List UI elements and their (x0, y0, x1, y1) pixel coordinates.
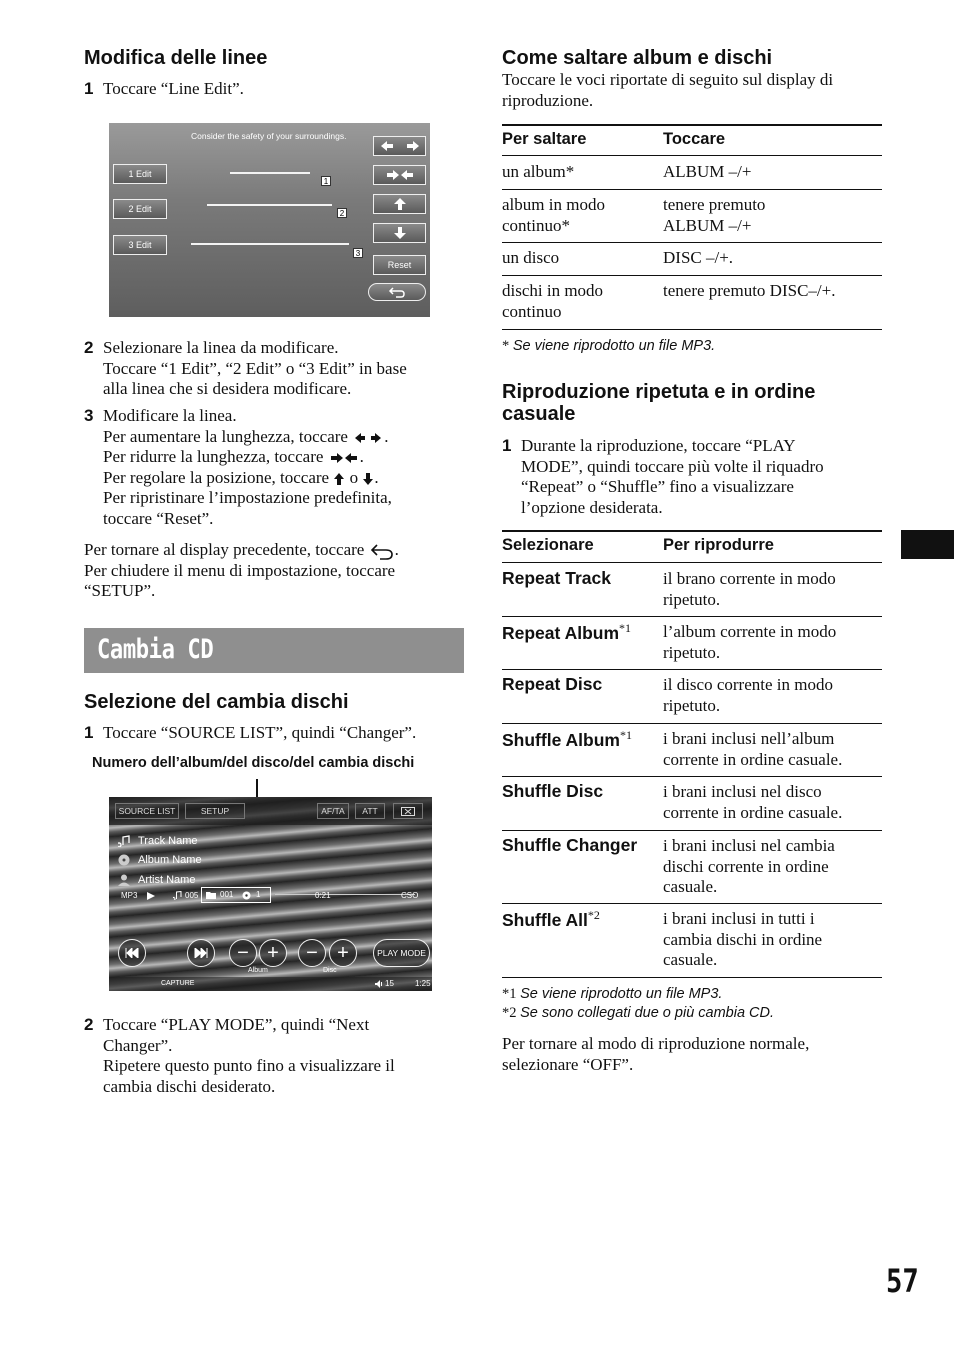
intro-text (502, 70, 833, 111)
shrink-arrows-icon (328, 452, 360, 464)
text-line: Selezionare la linea da modificare. (103, 338, 339, 357)
mode-name: Repeat Disc (502, 674, 603, 694)
album-label: Album (248, 967, 268, 974)
mode-name: Shuffle Disc (502, 781, 604, 801)
table-header: Per riprodurre (663, 536, 774, 554)
text-fragment: Per aumentare la lunghezza, toccare (103, 426, 348, 446)
table-rule (502, 669, 882, 670)
disc-minus-button: − (298, 939, 326, 967)
table-row (663, 675, 833, 716)
section-banner-title: Cambia CD (97, 634, 214, 665)
cell-text: un disco (502, 248, 560, 267)
heading-line: Riproduzione ripetuta e in ordine (502, 381, 816, 403)
table-rule (502, 530, 882, 532)
text-line: selezionare “OFF”. (502, 1054, 634, 1074)
table-rule (502, 275, 882, 276)
up-arrow-icon (393, 197, 407, 211)
next-icon (194, 948, 208, 958)
cell-text: ripetuto. (663, 642, 721, 662)
table-rule (502, 562, 882, 563)
text-line: Per chiudere il menu di impostazione, toccare (84, 560, 396, 580)
cell-text: cambia dischi in ordine (663, 929, 823, 949)
album-name: Album Name (138, 854, 202, 866)
text-fragment: o (349, 467, 359, 487)
back-instructions (84, 540, 399, 602)
cell-text: corrente in ordine casuale. (663, 802, 843, 822)
step-text: Toccare “SOURCE LIST”, quindi “Changer”. (103, 723, 417, 742)
cell-text: tenere premuto (663, 195, 766, 214)
table-rule (502, 830, 882, 831)
heading-selezione-cambia-dischi: Selezione del cambia dischi (84, 691, 349, 713)
section-thumb-tab (901, 530, 954, 559)
table-row (663, 782, 842, 823)
cell-text: i brani inclusi nel disco (663, 782, 822, 801)
line-edit-screenshot (109, 123, 430, 317)
heading-saltare-album: Come saltare album e dischi (502, 47, 773, 69)
disc-label: Disc (323, 967, 337, 974)
disc-icon (242, 891, 251, 900)
track-name: Track Name (138, 835, 198, 847)
track-number: 005 (185, 891, 199, 900)
footnote-ref: *1 (619, 621, 632, 635)
table-row (502, 781, 603, 802)
cell-text: ALBUM –/+ (663, 215, 752, 235)
table-rule (502, 124, 882, 126)
table-row (663, 729, 842, 770)
shrink-arrows-icon (380, 169, 420, 181)
table-rule (502, 903, 882, 904)
mode-name: Shuffle Changer (502, 835, 638, 855)
cell-text: i brani inclusi in tutti i (663, 909, 815, 928)
format-label: MP3 (121, 891, 138, 900)
up-arrow-icon (333, 472, 345, 486)
step-number: 2 (84, 338, 94, 357)
up-arrow-button (373, 194, 426, 214)
play-icon (147, 892, 155, 900)
album-plus-button: + (259, 939, 287, 967)
progress-track (275, 894, 415, 895)
play-mode-button: PLAY MODE (373, 939, 430, 967)
table-row (502, 248, 559, 269)
footnote (502, 986, 722, 1003)
step-text: Toccare “Line Edit”. (103, 79, 244, 98)
elapsed-time: 0:21 (315, 891, 331, 900)
cell-text: ripetuto. (663, 589, 721, 609)
step-text (103, 1015, 395, 1097)
footnote-text: Se viene riprodotto un file MP3. (520, 986, 723, 1002)
text-line: Per tornare al display precedente, toccare . (84, 540, 399, 559)
step-2-text (103, 338, 407, 400)
source-list-tab: SOURCE LIST (115, 803, 179, 819)
table-row (502, 728, 632, 751)
table-row (663, 622, 836, 663)
capture-label: CAPTURE (161, 980, 195, 987)
table-rule (502, 723, 882, 724)
next-button (187, 939, 215, 967)
close-tab (393, 803, 423, 819)
text-line: “SETUP”. (84, 581, 156, 600)
table-row (663, 248, 733, 269)
volume-icon (375, 980, 383, 988)
cell-text: il disco corrente in modo (663, 675, 833, 694)
text-line: cambia dischi desiderato. (103, 1076, 276, 1096)
text-line: toccare “Reset”. (103, 508, 214, 528)
cell-text: dischi corrente in ordine (663, 856, 829, 876)
return-icon (369, 542, 395, 560)
artist-icon (118, 874, 130, 886)
skip-table (502, 124, 882, 330)
text-line: Ripetere questo punto fino a visualizzare il (103, 1056, 395, 1075)
disc-number: 1 (256, 890, 261, 899)
bottom-bar (109, 977, 432, 991)
table-row (663, 162, 751, 183)
cell-text: continuo* (502, 215, 570, 235)
table-row (502, 835, 637, 856)
text-line: “Repeat” o “Shuffle” fino a visualizzare (521, 477, 794, 496)
text-line: Per ripristinare l’impostazione predefinita, (103, 488, 392, 507)
shrink-arrows-button (373, 165, 426, 185)
step-number: 1 (84, 723, 94, 742)
cell-text: un album* (502, 162, 575, 181)
mode-name: Shuffle All (502, 909, 588, 930)
table-rule (502, 242, 882, 243)
table-rule (502, 189, 882, 190)
footnote (502, 1005, 774, 1022)
text-line: Per ridurre la lunghezza, toccare . (103, 447, 364, 466)
table-row (502, 674, 602, 695)
step-number: 1 (84, 79, 94, 98)
folder-icon (206, 891, 216, 899)
play-mode-table (502, 530, 882, 979)
table-row (502, 568, 611, 589)
previous-button (118, 939, 146, 967)
table-row (502, 195, 605, 236)
text-fragment: Per ridurre la lunghezza, toccare (103, 447, 324, 466)
safety-caption: Consider the safety of your surroundings. (191, 131, 347, 141)
cell-text: casuale. (663, 877, 718, 896)
text-line: Toccare “PLAY MODE”, quindi “Next (103, 1015, 370, 1034)
down-arrow-button (373, 223, 426, 243)
step-number: 1 (502, 436, 512, 455)
music-note-icon (118, 835, 130, 847)
footnote-mark: *2 (502, 1005, 517, 1021)
cell-text: dischi in modo (502, 281, 604, 300)
changer-playback-screenshot (109, 797, 432, 991)
table-header: Per saltare (502, 130, 587, 148)
table-row (663, 281, 835, 302)
album-minus-button: − (229, 939, 257, 967)
table-header: Toccare (663, 130, 726, 148)
disc-icon (118, 854, 130, 866)
extend-arrows-icon (352, 432, 384, 444)
footnote-mark: * (502, 338, 510, 354)
text-line: Toccare “1 Edit”, “2 Edit” o “3 Edit” in base (103, 358, 407, 378)
heading-riproduzione (502, 381, 815, 425)
edit-1-button: 1 Edit (113, 164, 167, 184)
return-icon (388, 286, 406, 298)
footnote (502, 338, 715, 355)
table-row (502, 621, 631, 644)
line-number-2: 2 (337, 208, 347, 218)
step-text (521, 436, 824, 518)
text-line: Durante la riproduzione, toccare “PLAY (521, 436, 796, 455)
edit-3-button: 3 Edit (113, 235, 167, 255)
table-row (663, 569, 836, 610)
return-instructions (502, 1034, 809, 1075)
table-row (663, 909, 822, 971)
line-1 (230, 172, 310, 174)
text-line: alla linea che si desidera modificare. (103, 379, 352, 398)
album-disc-box (201, 887, 271, 903)
step-3-text (103, 406, 392, 529)
cell-text: casuale. (663, 950, 718, 969)
footnote-text: Se sono collegati due o più cambia CD. (520, 1005, 775, 1021)
cell-text: i brani inclusi nel cambia (663, 836, 835, 855)
footnote-ref: *1 (619, 728, 632, 742)
line-number-1: 1 (321, 176, 331, 186)
cell-text: corrente in ordine casuale. (663, 749, 843, 769)
down-arrow-icon (362, 472, 374, 486)
volume-level: 15 (385, 979, 394, 988)
footnote-mark: *1 (502, 986, 517, 1002)
music-note-icon (173, 891, 182, 900)
mode-name: Repeat Album (502, 622, 620, 643)
text-line: MODE”, quindi toccare più volte il riquadro (521, 456, 824, 476)
cell-text: il brano corrente in modo (663, 569, 836, 588)
text-line: Changer”. (103, 1035, 173, 1055)
table-rule (502, 616, 882, 617)
edit-2-button: 2 Edit (113, 199, 167, 219)
heading-line: casuale (502, 403, 576, 425)
mode-name: Shuffle Album (502, 729, 620, 750)
cell-text: ALBUM –/+ (663, 162, 752, 181)
footnote-text: Se viene riprodotto un file MP3. (512, 338, 716, 354)
down-arrow-icon (393, 226, 407, 240)
line-2 (207, 204, 332, 206)
text-line: Per tornare al modo di riproduzione normale, (502, 1034, 810, 1053)
cell-text: i brani inclusi nell’album (663, 729, 835, 748)
text-line: Per regolare la posizione, toccare o . (103, 467, 379, 487)
table-row (502, 162, 574, 183)
album-number: 001 (220, 890, 234, 899)
cell-text: DISC –/+. (663, 248, 734, 267)
cell-text: l’album corrente in modo (663, 622, 837, 641)
cell-text: ripetuto. (663, 695, 721, 715)
afta-tab: AF/TA (317, 803, 349, 819)
section-banner (84, 628, 464, 673)
page-number: 57 (886, 1262, 919, 1300)
setup-tab: SETUP (185, 803, 245, 819)
back-button (368, 283, 426, 301)
cell-text: continuo (502, 301, 562, 321)
text-line: Toccare le voci riportate di seguito sul display di (502, 70, 834, 89)
table-row (502, 908, 600, 931)
att-tab: ATT (355, 803, 385, 819)
table-rule (502, 776, 882, 777)
text-line: Modificare la linea. (103, 406, 237, 425)
clock: 1:25 (415, 979, 431, 988)
cso-label: CSO (401, 891, 419, 900)
cell-text: tenere premuto DISC–/+. (663, 281, 836, 300)
step-number: 2 (84, 1015, 94, 1034)
close-icon (401, 807, 415, 816)
line-3 (191, 243, 349, 245)
text-line: Per aumentare la lunghezza, toccare . (103, 426, 389, 446)
table-rule (502, 155, 882, 156)
extend-arrows-button (373, 136, 426, 156)
disc-plus-button: + (329, 939, 357, 967)
table-rule (502, 977, 882, 978)
table-row (502, 281, 603, 322)
callout-label: Numero dell’album/del disco/del cambia dischi (92, 755, 415, 771)
step-number: 3 (84, 406, 94, 425)
text-fragment: Per regolare la posizione, toccare (103, 467, 330, 487)
table-header: Selezionare (502, 536, 594, 554)
line-number-3: 3 (353, 248, 363, 258)
heading-modifica-linee: Modifica delle linee (84, 47, 268, 69)
footnote-ref: *2 (587, 908, 600, 922)
mode-name: Repeat Track (502, 568, 611, 588)
table-row (663, 195, 765, 236)
table-row (663, 836, 835, 898)
cell-text: album in modo (502, 195, 605, 214)
text-line: riproduzione. (502, 90, 594, 110)
artist-name: Artist Name (138, 874, 196, 886)
table-rule (502, 329, 882, 330)
previous-icon (125, 948, 139, 958)
extend-arrows-icon (380, 140, 420, 152)
reset-button: Reset (373, 255, 426, 275)
text-fragment: Per tornare al display precedente, toccare (84, 540, 365, 559)
text-line: l’opzione desiderata. (521, 497, 663, 517)
